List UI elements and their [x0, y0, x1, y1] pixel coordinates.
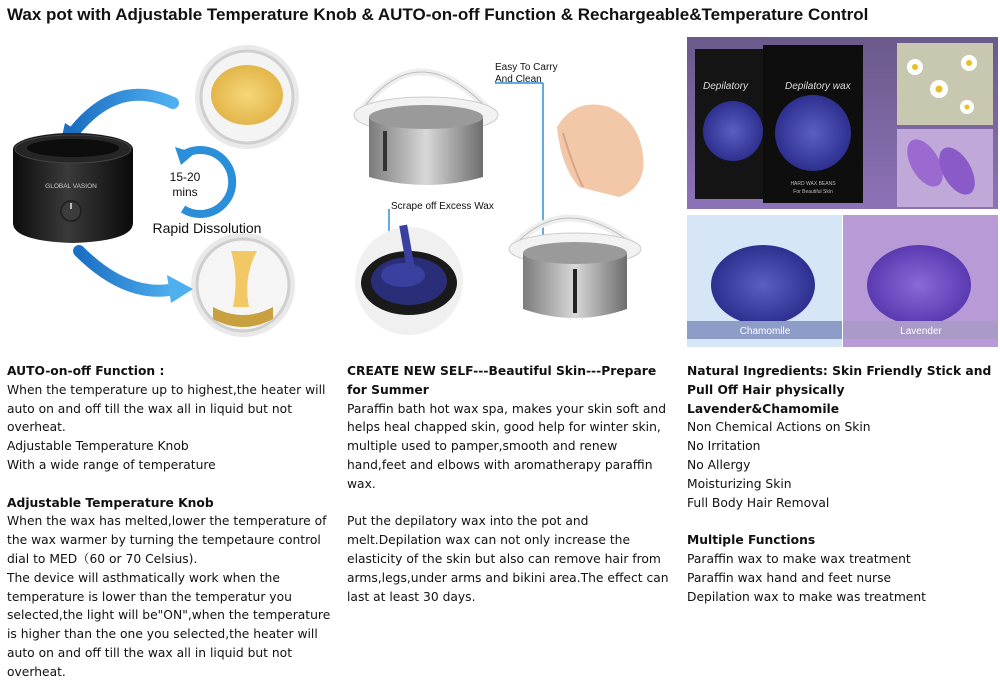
label-chamomile: Chamomile [739, 326, 791, 337]
heading-lavender-chamomile: Lavender&Chamomile [687, 401, 840, 416]
pack-small-2: For Beautiful Skin [793, 189, 833, 195]
list-item: Moisturizing Skin [687, 476, 792, 491]
wax-pot-image [7, 37, 315, 347]
heading-create-new-self: CREATE NEW SELF---Beautiful Skin---Prepare for Summer [347, 364, 657, 397]
paragraph: Paraffin bath hot wax spa, makes your skin soft and helps heal chapped skin, good help for winter skin, multiple used to pamper,smooth and renew hand,feet and elbows with aromatherapy paraffin wax. [347, 401, 667, 491]
scrape-label: Scrape off Excess Wax [391, 201, 494, 212]
column-beautiful-skin [347, 362, 677, 606]
timer-unit: mins [172, 185, 198, 199]
list-item: No Irritation [687, 439, 761, 454]
list-item: Paraffin wax hand and feet nurse [687, 570, 892, 585]
column-natural-ingredients [687, 362, 999, 606]
label-lavender: Lavender [900, 326, 942, 337]
list-item: Depilation wax to make was treatment [687, 589, 926, 604]
list-item: Full Body Hair Removal [687, 495, 830, 510]
column-auto-function [7, 362, 337, 682]
page-title: Wax pot with Adjustable Temperature Knob & AUTO-on-off Function & Rechargeable&Temperature Control [7, 5, 869, 24]
pack-title-2: Depilatory wax [785, 81, 851, 92]
heading-natural-ingredients: Natural Ingredients: Skin Friendly Stick and Pull Off Hair physically [687, 364, 992, 397]
paragraph: When the temperature up to highest,the heater will auto on and off till the wax all in liquid but not overheat. [7, 382, 326, 435]
wax-beans-image [687, 37, 998, 347]
pack-title-1: Depilatory [703, 81, 749, 92]
list-item: Non Chemical Actions on Skin [687, 420, 871, 435]
heading-multiple-functions: Multiple Functions [687, 533, 816, 548]
heading-auto-function: AUTO-on-off Function : [7, 364, 165, 378]
paragraph: The device will asthmatically work when the temperature is lower than the temperatur you selected,the light will be"ON",when the temperature is higher than the one you selected,the heater will auto on and off till the wax all in liquid but not overheat. [7, 570, 331, 679]
carry-label-2: And Clean [495, 74, 542, 85]
paragraph: When the wax has melted,lower the temperature of the wax warmer by turning the tempetaure control dial to MED（60 or 70 Celsius). [7, 514, 327, 566]
wax-container-image [347, 37, 653, 347]
paragraph: With a wide range of temperature [7, 457, 216, 472]
heading-temperature-knob: Adjustable Temperature Knob [7, 495, 214, 510]
paragraph: Adjustable Temperature Knob [7, 439, 189, 454]
list-item: Paraffin wax to make wax treatment [687, 551, 911, 566]
rapid-dissolution-caption: Rapid Dissolution [152, 220, 262, 236]
pack-small-1: HARD WAX BEANS [790, 181, 836, 187]
paragraph: Put the depilatory wax into the pot and melt.Depilation wax can not only increase the elasticity of the skin but also can remove hair from arms,legs,under arms and bikini area.The effect can last at least 30 days. [347, 514, 669, 604]
list-item: No Allergy [687, 457, 751, 472]
device-brand: GLOBAL VASION [45, 183, 97, 190]
carry-label-1: Easy To Carry [495, 62, 558, 73]
timer-text: 15-20 [169, 170, 201, 184]
